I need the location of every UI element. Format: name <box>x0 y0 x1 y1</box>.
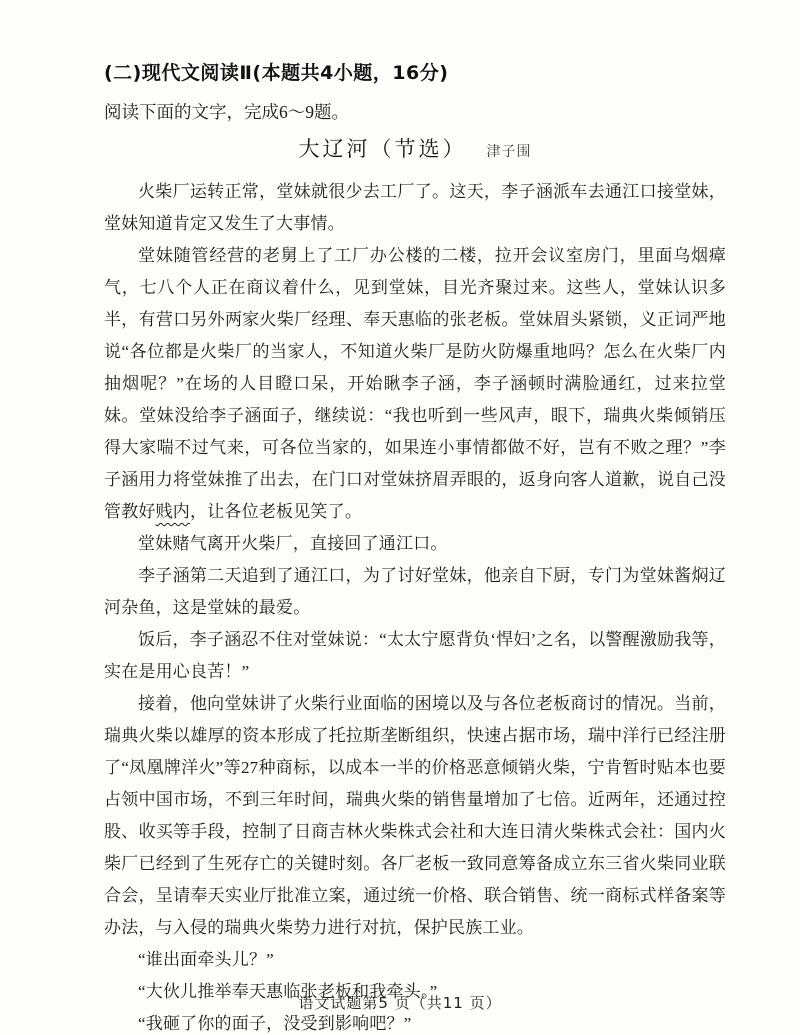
dialog-line-3: “我砸了你的面子，没受到影响吧？” <box>138 1014 412 1033</box>
paragraph-2-text-after: ，让各位老板见笑了。 <box>190 502 363 521</box>
reading-instruction: 阅读下面的文字，完成6～9题。 <box>104 102 349 122</box>
paragraph-6: 接着，他向堂妹讲了火柴行业面临的困境以及与各位老板商讨的情况。当前，瑞典火柴以雄厚的资本形成了托拉斯垄断组织，快速占据市场，瑞中洋行已经注册了“凤凰牌洋火”等27种商标，以成本一半的价格恶意倾销火柴，宁肯暂时贴本也要占领中国市场，不到三年时间，瑞典火柴的销售量增加了七倍。近两年，还通过控股、收买等手段，控制了日商吉林火柴株式会社和大连日清火柴株式会社：国内火柴厂已经到了生死存亡的关键时刻。各厂老板一致同意筹备成立东三省火柴同业联合会，呈请奉天实业厅批准立案，通过统一价格、联合销售、统一商标式样备案等办法，与入侵的瑞典火柴势力进行对抗，保护民族工业。 <box>104 694 726 937</box>
paragraph-1: 火柴厂运转正常，堂妹就很少去工厂了。这天，李子涵派车去通江口接堂妹，堂妹知道肯定又发生了大事情。 <box>104 182 726 233</box>
paragraph-5: 饭后，李子涵忍不住对堂妹说：“太太宁愿背负‘悍妇’之名，以警醒激励我等，实在是用心良苦！” <box>104 630 726 681</box>
paragraph-2 <box>104 240 726 528</box>
passage-author: 津子围 <box>486 145 532 160</box>
underlined-term: 贱内 <box>155 502 191 521</box>
dialog-line-1: “谁出面牵头儿？” <box>138 950 274 969</box>
dialog-line-2: “大伙儿推举奉天惠临张老板和我牵头。” <box>138 982 438 1001</box>
page-footer: 语文试题第5 页（共11 页） <box>298 994 502 1012</box>
passage-title: 大辽河（节选） <box>298 137 467 161</box>
paragraph-4: 李子涵第二天追到了通江口，为了讨好堂妹，他亲自下厨，专门为堂妹酱焖辽河杂鱼，这是堂妹的最爱。 <box>104 566 726 617</box>
passage-content <box>104 58 726 1035</box>
section-heading: (二)现代文阅读Ⅱ(本题共4小题，16分) <box>104 62 449 84</box>
paragraph-2-text-before: 堂妹随管经营的老舅上了工厂办公楼的二楼，拉开会议室房门，里面乌烟瘴气，七八个人正在商议着什么，见到堂妹，目光齐聚过来。这些人，堂妹认识多半，有营口另外两家火柴厂经理、奉天惠临的张老板。堂妹眉头紧锁，义正词严地说“各位都是火柴厂的当家人，不知道火柴厂是防火防爆重地吗？怎么在火柴厂内抽烟呢？”在场的人目瞪口呆，开始瞅李子涵，李子涵顿时满脸通红，过来拉堂妹。堂妹没给李子涵面子，继续说：“我也听到一些风声，眼下，瑞典火柴倾销压得大家喘不过气来，可各位当家的，如果连小事情都做不好，岂有不败之理？”李子涵用力将堂妹推了出去，在门口对堂妹挤眉弄眼的，返身向客人道歉，说自己没管教好 <box>104 246 726 521</box>
paragraph-3: 堂妹赌气离开火柴厂，直接回了通江口。 <box>138 534 448 553</box>
passage-title-row <box>104 132 726 170</box>
